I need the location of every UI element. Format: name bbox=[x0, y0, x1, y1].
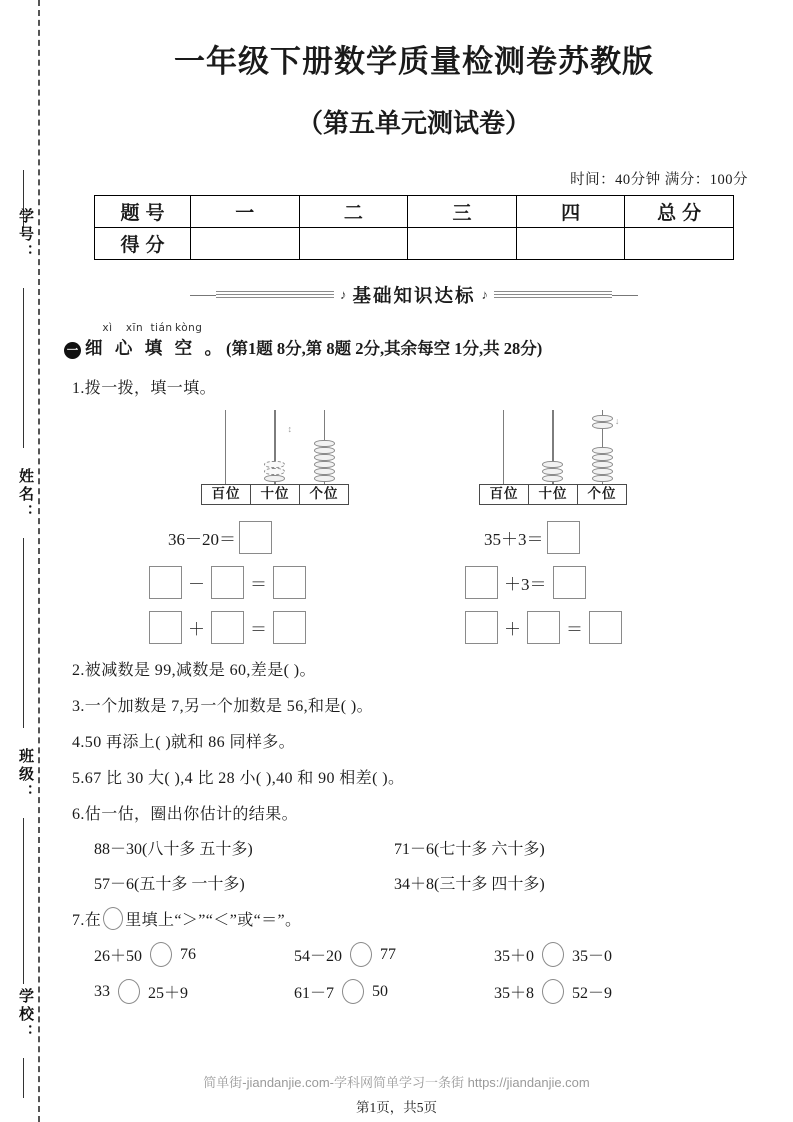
table-row bbox=[95, 196, 734, 228]
bead bbox=[314, 454, 335, 461]
score-table-col-4: 四 bbox=[516, 196, 625, 228]
comparison-item bbox=[294, 979, 494, 1004]
equation-left-3 bbox=[146, 611, 366, 644]
comparison-item bbox=[494, 942, 694, 967]
equation-right-1 bbox=[462, 521, 682, 554]
answer-box[interactable] bbox=[273, 566, 306, 599]
banner-title: 基础知识达标 bbox=[352, 285, 476, 306]
equals-sign: ＝ bbox=[250, 575, 267, 594]
comparison-circle-input[interactable] bbox=[118, 979, 140, 1004]
bead bbox=[264, 461, 285, 468]
question-1-equations bbox=[58, 521, 770, 644]
table-row bbox=[95, 228, 734, 260]
answer-box[interactable] bbox=[149, 611, 182, 644]
equation-left-1 bbox=[146, 521, 366, 554]
bead bbox=[592, 415, 613, 422]
banner-rule-right-icon bbox=[494, 291, 612, 300]
comparison-right: 76 bbox=[180, 945, 197, 963]
bead bbox=[542, 475, 563, 482]
score-table-col-1: 一 bbox=[191, 196, 300, 228]
comparison-circle-input[interactable] bbox=[542, 942, 564, 967]
equation-left-1-text: 36－20＝ bbox=[168, 530, 236, 549]
question-7-text bbox=[58, 907, 770, 930]
margin-label-class: 班级： bbox=[17, 748, 34, 802]
comparison-left: 35＋0 bbox=[494, 948, 535, 965]
bead bbox=[314, 447, 335, 454]
score-cell-total[interactable] bbox=[625, 228, 734, 260]
answer-box[interactable] bbox=[589, 611, 622, 644]
rod-wire bbox=[503, 410, 505, 484]
comparison-right: 77 bbox=[380, 945, 397, 963]
estimate-item[interactable]: 57－6(五十多 一十多) bbox=[94, 876, 245, 893]
place-label-tens: 十位 bbox=[251, 485, 300, 504]
abacus-right-rod-hundreds bbox=[483, 408, 525, 484]
banner-ornament-right-icon: ♪ bbox=[481, 287, 488, 302]
equation-right-1-text: 35＋3＝ bbox=[484, 530, 544, 549]
section-number-badge: 一 bbox=[64, 342, 81, 359]
question-7-row-2 bbox=[58, 979, 770, 1004]
equation-right-2 bbox=[462, 566, 682, 599]
question-5-text: 5.67 比 30 大( ),4 比 28 小( ),40 和 90 相差( )。 bbox=[72, 770, 405, 787]
score-cell-2[interactable] bbox=[299, 228, 408, 260]
margin-rule-5 bbox=[23, 958, 24, 984]
abacus-right bbox=[479, 408, 627, 505]
place-label-hundreds: 百位 bbox=[202, 485, 251, 504]
comparison-item bbox=[294, 942, 494, 967]
question-4-text: 4.50 再添上( )就和 86 同样多。 bbox=[72, 734, 296, 751]
abacus-left-rod-ones bbox=[303, 408, 345, 484]
margin-rule-3 bbox=[23, 538, 24, 728]
estimate-item[interactable]: 71－6(七十多 六十多) bbox=[394, 841, 545, 858]
bead bbox=[592, 422, 613, 429]
equation-row-2 bbox=[58, 566, 770, 599]
abacus-right-rod-tens bbox=[532, 408, 574, 484]
comparison-right: 35－0 bbox=[572, 948, 613, 965]
exam-page bbox=[58, 0, 770, 1122]
equation-row-1 bbox=[58, 521, 770, 554]
page-subtitle: （第五单元测试卷） bbox=[296, 109, 531, 138]
rod-annotation-icon: ↕ bbox=[287, 424, 292, 434]
bead bbox=[264, 475, 285, 482]
answer-box[interactable] bbox=[547, 521, 580, 554]
answer-box[interactable] bbox=[149, 566, 182, 599]
rod-annotation-icon: ↓ bbox=[614, 416, 620, 426]
margin-rule-4 bbox=[23, 818, 24, 968]
score-cell-3[interactable] bbox=[408, 228, 517, 260]
question-1-text: 1.拨一拨，填一填。 bbox=[72, 380, 217, 397]
comparison-circle-input[interactable] bbox=[150, 942, 172, 967]
score-table-head-question: 题号 bbox=[95, 196, 191, 228]
equals-sign: ＝ bbox=[250, 620, 267, 639]
estimate-item[interactable]: 88－30(八十多 五十多) bbox=[94, 841, 253, 858]
comparison-item bbox=[94, 942, 294, 967]
comparison-left: 33 bbox=[94, 982, 110, 1000]
bead bbox=[592, 454, 613, 461]
bead bbox=[542, 461, 563, 468]
place-label-hundreds: 百位 bbox=[480, 485, 529, 504]
abacus-left-rods bbox=[201, 408, 349, 484]
answer-box[interactable] bbox=[239, 521, 272, 554]
comparison-circle-input[interactable] bbox=[342, 979, 364, 1004]
pinyin-1: xì bbox=[102, 322, 113, 334]
score-table bbox=[94, 195, 734, 260]
comparison-item bbox=[494, 979, 694, 1004]
answer-box[interactable] bbox=[211, 611, 244, 644]
comparison-right: 52－9 bbox=[572, 985, 613, 1002]
bead bbox=[592, 461, 613, 468]
score-table-head-score: 得分 bbox=[95, 228, 191, 260]
equation-right-3 bbox=[462, 611, 682, 644]
margin-label-school: 学校： bbox=[17, 988, 34, 1042]
margin-label-student-id: 学号： bbox=[17, 208, 34, 262]
section-one-title: 细 心 填 空 。 bbox=[85, 338, 226, 358]
bead bbox=[592, 468, 613, 475]
banner-rule-left-icon bbox=[216, 291, 334, 300]
abacus-left-rod-tens bbox=[254, 408, 296, 484]
pinyin-4: kòng bbox=[175, 322, 203, 334]
footer-watermark: 简单街-jiandanjie.com-学科网简单学习一条街 https://jiandanjie.com bbox=[203, 1075, 590, 1090]
equation-right-3-op: ＋ bbox=[504, 620, 521, 639]
page-title: 一年级下册数学质量检测卷苏教版 bbox=[174, 44, 654, 79]
comparison-circle-input[interactable] bbox=[350, 942, 372, 967]
answer-box[interactable] bbox=[553, 566, 586, 599]
question-3-text: 3.一个加数是 7,另一个加数是 56,和是( )。 bbox=[72, 698, 374, 715]
comparison-right: 25＋9 bbox=[148, 985, 189, 1002]
equation-left-3-op: ＋ bbox=[188, 620, 205, 639]
abacus-group bbox=[58, 408, 770, 505]
binding-dashed-line bbox=[38, 0, 40, 1122]
equation-left-2-op: － bbox=[188, 575, 205, 594]
question-6-row-1 bbox=[58, 836, 770, 859]
page-number: 第1页，共5页 bbox=[356, 1100, 437, 1115]
equation-left-2 bbox=[146, 566, 366, 599]
answer-box[interactable] bbox=[211, 566, 244, 599]
bead bbox=[314, 475, 335, 482]
place-label-ones: 个位 bbox=[587, 486, 617, 501]
comparison-circle-icon bbox=[103, 907, 123, 930]
rod-wire bbox=[225, 410, 227, 484]
comparison-item bbox=[94, 979, 294, 1004]
bead bbox=[314, 468, 335, 475]
place-label-ones: 个位 bbox=[309, 486, 339, 501]
question-6-text: 6.估一估，圈出你估计的结果。 bbox=[72, 806, 299, 823]
bead bbox=[264, 468, 285, 475]
section-one bbox=[58, 322, 770, 360]
abacus-left-place-bar bbox=[201, 484, 349, 505]
estimate-item[interactable]: 34＋8(三十多 四十多) bbox=[394, 876, 545, 893]
answer-box[interactable] bbox=[273, 611, 306, 644]
equals-sign: ＝ bbox=[566, 620, 583, 639]
question-7-row-1 bbox=[58, 942, 770, 967]
score-table-col-total: 总分 bbox=[625, 196, 734, 228]
abacus-right-rod-ones bbox=[581, 408, 623, 484]
comparison-left: 35＋8 bbox=[494, 985, 535, 1002]
question-7-suffix: 里填上“＞”“＜”或“＝”。 bbox=[125, 912, 302, 929]
equation-right-2-text: ＋3＝ bbox=[504, 575, 547, 594]
abacus-right-rods bbox=[479, 408, 627, 484]
section-one-points: (第1题 8分,第 8题 2分,其余每空 1分,共 28分) bbox=[226, 339, 543, 358]
abacus-left-rod-hundreds bbox=[205, 408, 247, 484]
score-cell-1[interactable] bbox=[191, 228, 300, 260]
comparison-left: 61－7 bbox=[294, 985, 335, 1002]
score-table-col-2: 二 bbox=[299, 196, 408, 228]
bead bbox=[592, 447, 613, 454]
comparison-circle-input[interactable] bbox=[542, 979, 564, 1004]
equation-row-3 bbox=[58, 611, 770, 644]
banner-ornament-left-icon: ♪ bbox=[339, 287, 347, 302]
bead bbox=[592, 475, 613, 482]
question-2-text: 2.被减数是 99,减数是 60,差是( )。 bbox=[72, 662, 316, 679]
section-one-heading bbox=[64, 335, 770, 360]
score-table-col-3: 三 bbox=[408, 196, 517, 228]
comparison-left: 54－20 bbox=[294, 948, 343, 965]
question-7-prefix: 7.在 bbox=[72, 912, 102, 929]
bead bbox=[314, 440, 335, 447]
question-6-row-2 bbox=[58, 871, 770, 894]
answer-box[interactable] bbox=[527, 611, 560, 644]
bead bbox=[542, 468, 563, 475]
abacus-right-place-bar bbox=[479, 484, 627, 505]
pinyin-3: tián bbox=[150, 322, 173, 334]
exam-meta: 时间：40分钟 满分：100分 bbox=[570, 172, 748, 188]
score-cell-4[interactable] bbox=[516, 228, 625, 260]
comparison-left: 26＋50 bbox=[94, 948, 143, 965]
margin-label-name: 姓名： bbox=[17, 468, 34, 522]
answer-box[interactable] bbox=[465, 566, 498, 599]
comparison-right: 50 bbox=[372, 982, 389, 1000]
pinyin-row bbox=[64, 322, 770, 335]
bead bbox=[314, 461, 335, 468]
place-label-tens: 十位 bbox=[529, 485, 578, 504]
margin-rule-2 bbox=[23, 288, 24, 448]
answer-box[interactable] bbox=[465, 611, 498, 644]
pinyin-2: xīn bbox=[125, 322, 144, 334]
section-banner bbox=[58, 282, 770, 308]
abacus-left bbox=[201, 408, 349, 505]
